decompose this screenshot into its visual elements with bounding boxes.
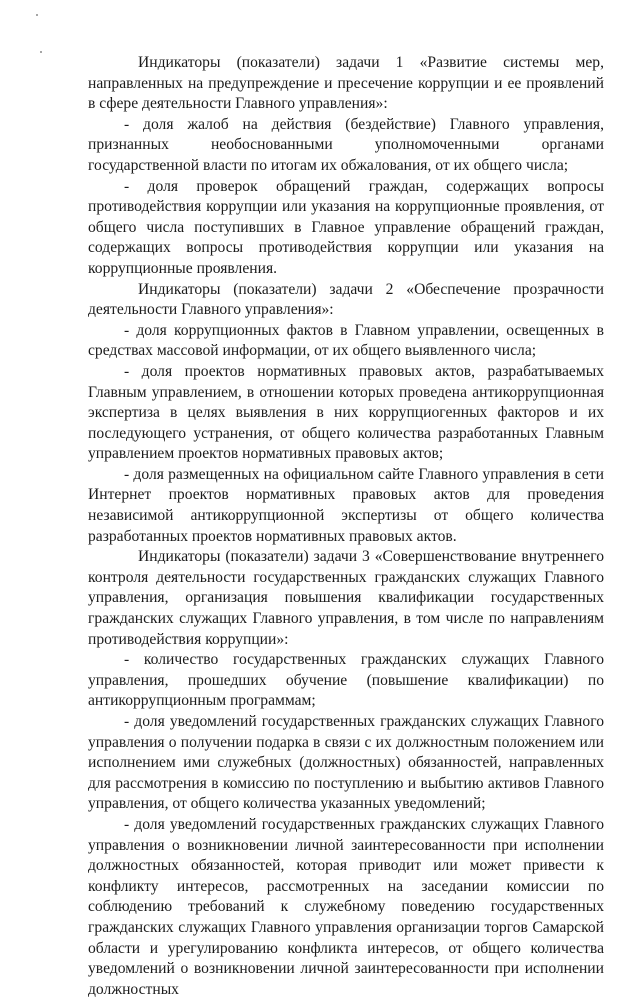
list-item: - доля проверок обращений граждан, содержащих вопросы противодействия коррупции или указания на коррупционные проявления, от общего числа поступивших в Главное управление обращений граждан, содержащих вопросы противодействия коррупции или указания на коррупционные проявления. xyxy=(88,177,604,277)
task1-indicators-heading: Индикаторы (показатели) задачи 1 «Развитие системы мер, направленных на предупреждение и пресечение коррупции и ее проявлений в сфере деятельности Главного управления»: xyxy=(88,54,604,113)
list-item: - доля уведомлений государственных гражданских служащих Главного управления о возникновении личной заинтересованности при исполнении должностных обязанностей, которая приводит или может привести к конфликту интересов, рассмотренных на заседании комиссии по соблюдению требований к служебному поведению государственных гражданских служащих Главного управления организации торгов Самарской области и урегулированию конфликта интересов, от общего количества уведомлений о возникновении личной заинтересованности при исполнении должностных xyxy=(88,815,604,998)
document-body xyxy=(88,53,604,1000)
scan-speck xyxy=(36,14,38,16)
list-item: - доля жалоб на действия (бездействие) Главного управления, признанных необоснованными уполномоченными органами государственной власти по итогам их обжалования, от их общего числа; xyxy=(88,115,604,174)
task2-indicators-heading: Индикаторы (показатели) задачи 2 «Обеспечение прозрачности деятельности Главного управления»: xyxy=(88,280,604,319)
list-item: - доля размещенных на официальном сайте Главного управления в сети Интернет проектов нормативных правовых актов для проведения независимой антикоррупционной экспертизы от общего количества разработанных проектов нормативных правовых актов. xyxy=(88,465,604,545)
scan-speck xyxy=(40,51,42,53)
list-item: - доля уведомлений государственных гражданских служащих Главного управления о получении подарка в связи с их должностным положением или исполнением ими служебных (должностных) обязанностей, направленных для рассмотрения в комиссию по поступлению и выбытию активов Главного управления, от общего количества указанных уведомлений; xyxy=(88,713,604,813)
task3-indicators-heading: Индикаторы (показатели) задачи 3 «Совершенствование внутреннего контроля деятельности государственных гражданских служащих Главного управления, организация повышения квалификации государственных гражданских служащих Главного управления, в том числе по направлениям противодействия коррупции»: xyxy=(88,548,604,648)
list-item: - количество государственных гражданских служащих Главного управления, прошедших обучение (повышение квалификации) по антикоррупционным программам; xyxy=(88,651,604,710)
list-item: - доля коррупционных фактов в Главном управлении, освещенных в средствах массовой информации, от их общего выявленного числа; xyxy=(88,321,604,360)
list-item: - доля проектов нормативных правовых актов, разрабатываемых Главным управлением, в отношении которых проведена антикоррупционная экспертиза в целях выявления в них коррупциогенных факторов и их последующего устранения, от общего количества разработанных Главным управлением проектов нормативных правовых актов; xyxy=(88,362,604,463)
